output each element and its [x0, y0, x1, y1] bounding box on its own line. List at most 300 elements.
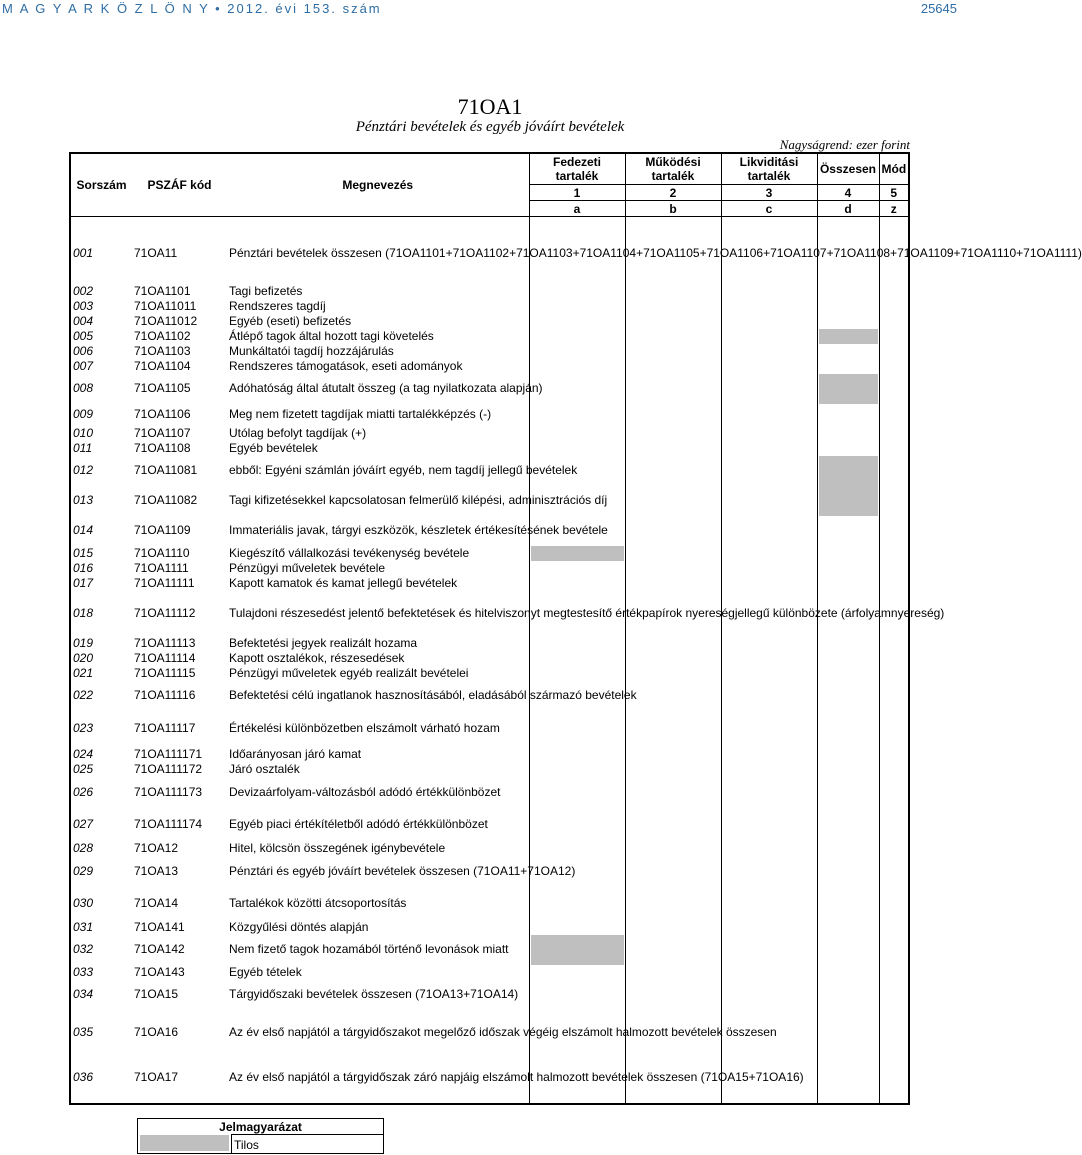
row-code: 71OA111174 — [134, 817, 203, 831]
value-cell[interactable] — [721, 590, 817, 635]
value-cell[interactable] — [625, 425, 721, 440]
table-row — [70, 328, 909, 343]
value-cell[interactable] — [625, 298, 721, 313]
value-cell[interactable] — [879, 223, 909, 283]
legend-label: Tilos — [234, 1138, 259, 1152]
value-cell[interactable] — [721, 403, 817, 425]
value-cell[interactable] — [879, 934, 909, 964]
value-cell[interactable] — [529, 590, 625, 635]
value-cell[interactable] — [625, 635, 721, 650]
value-cell[interactable] — [879, 358, 909, 373]
value-cell[interactable] — [817, 313, 879, 328]
value-cell[interactable] — [817, 650, 879, 665]
row-code: 71OA141 — [134, 919, 185, 934]
value-cell[interactable] — [879, 665, 909, 680]
value-cell[interactable] — [529, 403, 625, 425]
value-cell[interactable] — [879, 1054, 909, 1099]
value-cell[interactable] — [721, 964, 817, 979]
value-cell[interactable] — [817, 1054, 879, 1099]
value-cell[interactable] — [529, 855, 625, 887]
value-cell[interactable] — [817, 964, 879, 979]
row-name: Tartalékok közötti átcsoportosítás — [229, 896, 407, 910]
value-cell[interactable] — [817, 979, 879, 1009]
value-cell[interactable] — [721, 1054, 817, 1099]
row-number: 009 — [73, 407, 94, 421]
row-number: 001 — [73, 246, 94, 260]
value-cell[interactable] — [879, 680, 909, 710]
col-megnevezes: Megnevezés — [342, 178, 414, 192]
value-cell[interactable] — [879, 710, 909, 746]
value-cell[interactable] — [529, 560, 625, 575]
table-row — [70, 979, 909, 1009]
value-cell[interactable] — [817, 776, 879, 808]
row-code: 71OA1101 — [134, 283, 191, 298]
table-row — [70, 313, 909, 328]
value-cell[interactable] — [879, 515, 909, 545]
col-letter-a: a — [529, 201, 625, 217]
value-cell[interactable] — [721, 298, 817, 313]
table-row — [70, 665, 909, 680]
row-code: 71OA11011 — [134, 298, 197, 313]
table-row — [70, 808, 909, 840]
value-cell[interactable] — [529, 919, 625, 934]
value-cell[interactable] — [625, 1054, 721, 1099]
col-letter-d: d — [817, 201, 879, 217]
col-letter-c: c — [721, 201, 817, 217]
value-cell[interactable] — [625, 373, 721, 403]
value-cell[interactable] — [879, 840, 909, 855]
value-cell[interactable] — [721, 283, 817, 298]
value-cell[interactable] — [817, 515, 879, 545]
value-cell[interactable] — [625, 590, 721, 635]
value-cell[interactable] — [879, 283, 909, 298]
value-cell[interactable] — [817, 283, 879, 298]
value-cell[interactable] — [625, 650, 721, 665]
value-cell[interactable] — [879, 746, 909, 761]
value-cell[interactable] — [879, 560, 909, 575]
table-row — [70, 590, 909, 635]
value-cell[interactable] — [721, 328, 817, 343]
row-name: Befektetési jegyek realizált hozama — [229, 635, 418, 650]
value-cell[interactable] — [879, 328, 909, 343]
value-cell[interactable] — [817, 887, 879, 919]
value-cell[interactable] — [529, 776, 625, 808]
value-cell[interactable] — [817, 560, 879, 575]
value-cell[interactable] — [529, 746, 625, 761]
value-cell[interactable] — [625, 776, 721, 808]
value-cell[interactable] — [625, 855, 721, 887]
row-code: 71OA1111 — [134, 560, 189, 575]
value-cell[interactable] — [817, 746, 879, 761]
row-name: Meg nem fizetett tagdíjak miatti tartalékképzés (-) — [229, 407, 492, 421]
value-cell[interactable] — [529, 1009, 625, 1054]
value-cell[interactable] — [817, 440, 879, 455]
value-cell — [529, 934, 625, 964]
col-mod: Mód — [879, 153, 909, 185]
row-name: Utólag befolyt tagdíjak (+) — [229, 425, 367, 440]
col-likviditasi: Likviditási tartalék — [721, 153, 817, 185]
value-cell[interactable] — [625, 680, 721, 710]
table-row — [70, 761, 909, 776]
value-cell[interactable] — [879, 919, 909, 934]
row-number: 036 — [73, 1069, 94, 1084]
value-cell[interactable] — [625, 761, 721, 776]
value-cell[interactable] — [721, 373, 817, 403]
value-cell[interactable] — [817, 840, 879, 855]
row-code: 71OA11111 — [134, 575, 195, 590]
col-sorszam: Sorszám — [76, 178, 127, 192]
value-cell[interactable] — [817, 680, 879, 710]
value-cell[interactable] — [721, 485, 817, 515]
table-row — [70, 1009, 909, 1054]
table-row — [70, 1054, 909, 1099]
value-cell[interactable] — [625, 328, 721, 343]
value-cell[interactable] — [817, 223, 879, 283]
row-code: 71OA1108 — [134, 440, 191, 455]
value-cell[interactable] — [721, 545, 817, 560]
journal-title: M A G Y A R K Ö Z L Ö N Y • 2012. évi 153. szám — [2, 1, 382, 16]
value-cell[interactable] — [817, 665, 879, 680]
value-cell[interactable] — [625, 575, 721, 590]
value-cell[interactable] — [721, 680, 817, 710]
value-cell[interactable] — [817, 710, 879, 746]
row-name: Értékelési különbözetben elszámolt várható hozam — [229, 721, 500, 735]
row-code: 71OA11081 — [134, 463, 198, 477]
value-cell[interactable] — [529, 808, 625, 840]
row-code: 71OA111173 — [134, 785, 203, 799]
row-code: 71OA1104 — [134, 358, 191, 373]
value-cell[interactable] — [529, 328, 625, 343]
value-cell — [817, 373, 879, 403]
value-cell[interactable] — [625, 710, 721, 746]
row-code: 71OA11114 — [134, 650, 196, 665]
value-cell[interactable] — [721, 575, 817, 590]
value-cell[interactable] — [529, 440, 625, 455]
value-cell[interactable] — [625, 746, 721, 761]
col-num-3: 3 — [721, 185, 817, 201]
legend — [137, 1118, 384, 1154]
row-number: 016 — [73, 560, 94, 575]
value-cell[interactable] — [625, 223, 721, 283]
row-name: Közgyűlési döntés alapján — [229, 919, 369, 934]
table-row — [70, 373, 909, 403]
value-cell[interactable] — [529, 515, 625, 545]
row-number: 003 — [73, 298, 94, 313]
row-code: 71OA1109 — [134, 523, 191, 537]
row-number: 022 — [73, 688, 94, 702]
row-code: 71OA15 — [134, 987, 179, 1001]
row-name: ebből: Egyéni számlán jóváírt egyéb, nem tagdíj jellegű bevételek — [229, 463, 578, 477]
row-number: 035 — [73, 1024, 94, 1039]
value-cell[interactable] — [721, 313, 817, 328]
value-cell[interactable] — [817, 590, 879, 635]
row-number: 010 — [73, 425, 94, 440]
value-cell[interactable] — [879, 545, 909, 560]
value-cell[interactable] — [529, 283, 625, 298]
value-cell[interactable] — [879, 650, 909, 665]
row-number: 018 — [73, 605, 94, 620]
value-cell[interactable] — [817, 761, 879, 776]
value-cell[interactable] — [529, 665, 625, 680]
form-title: Pénztári bevételek és egyéb jóváírt bevételek — [355, 119, 625, 135]
value-cell[interactable] — [529, 358, 625, 373]
row-code: 71OA1110 — [134, 545, 190, 560]
value-cell[interactable] — [529, 313, 625, 328]
value-cell[interactable] — [625, 440, 721, 455]
row-number: 008 — [73, 381, 94, 395]
value-cell[interactable] — [721, 425, 817, 440]
row-number: 026 — [73, 785, 94, 799]
value-cell[interactable] — [529, 710, 625, 746]
table-row — [70, 485, 909, 515]
value-cell[interactable] — [721, 665, 817, 680]
value-cell[interactable] — [817, 545, 879, 560]
row-name: Kiegészítő vállalkozási tevékenység bevétele — [229, 545, 470, 560]
row-number: 023 — [73, 721, 94, 735]
row-name: Immateriális javak, tárgyi eszközök, készletek értékesítésének bevétele — [229, 523, 608, 537]
value-cell[interactable] — [625, 1009, 721, 1054]
value-cell[interactable] — [625, 455, 721, 485]
value-cell[interactable] — [879, 808, 909, 840]
value-cell[interactable] — [529, 761, 625, 776]
row-code: 71OA11082 — [134, 493, 198, 507]
value-cell[interactable] — [529, 964, 625, 979]
value-cell[interactable] — [879, 761, 909, 776]
table-row — [70, 840, 909, 855]
value-cell[interactable] — [721, 840, 817, 855]
row-name: Adóhatóság által átutalt összeg (a tag nyilatkozata alapján) — [229, 381, 543, 395]
value-cell[interactable] — [625, 358, 721, 373]
value-cell[interactable] — [529, 373, 625, 403]
value-cell[interactable] — [625, 919, 721, 934]
row-number: 004 — [73, 313, 94, 328]
row-name: Pénztári és egyéb jóváírt bevételek összesen (71OA11+71OA12) — [229, 864, 576, 878]
row-name: Egyéb (eseti) befizetés — [229, 313, 352, 328]
value-cell[interactable] — [721, 979, 817, 1009]
value-cell[interactable] — [721, 808, 817, 840]
row-name: Rendszeres támogatások, eseti adományok — [229, 358, 463, 373]
value-cell[interactable] — [817, 635, 879, 650]
row-name: Az év első napjától a tárgyidőszakot megelőző időszak végéig elszámolt halmozott bevételek összesen — [229, 1024, 777, 1039]
value-cell[interactable] — [721, 223, 817, 283]
row-name: Tárgyidőszaki bevételek összesen (71OA13+71OA14) — [229, 987, 519, 1001]
row-number: 002 — [73, 283, 94, 298]
table-row — [70, 680, 909, 710]
value-cell[interactable] — [625, 887, 721, 919]
value-cell[interactable] — [625, 964, 721, 979]
value-cell[interactable] — [879, 485, 909, 515]
value-cell[interactable] — [529, 650, 625, 665]
value-cell[interactable] — [721, 635, 817, 650]
table-row — [70, 358, 909, 373]
value-cell[interactable] — [879, 425, 909, 440]
table-row — [70, 283, 909, 298]
value-cell[interactable] — [879, 313, 909, 328]
value-cell[interactable] — [817, 575, 879, 590]
value-cell[interactable] — [625, 313, 721, 328]
table-row — [70, 776, 909, 808]
table-row — [70, 455, 909, 485]
value-cell[interactable] — [721, 855, 817, 887]
value-cell[interactable] — [625, 934, 721, 964]
row-number: 029 — [73, 864, 94, 878]
page-header — [0, 0, 960, 18]
value-cell[interactable] — [529, 223, 625, 283]
row-name: Rendszeres tagdíj — [229, 298, 326, 313]
value-cell[interactable] — [625, 665, 721, 680]
col-fedezeti: Fedezeti tartalék — [529, 153, 625, 185]
row-number: 006 — [73, 343, 94, 358]
value-cell[interactable] — [721, 515, 817, 545]
value-cell[interactable] — [625, 515, 721, 545]
row-number: 011 — [73, 440, 93, 455]
value-cell[interactable] — [625, 560, 721, 575]
row-name: Egyéb bevételek — [229, 440, 318, 455]
row-code: 71OA11117 — [134, 721, 196, 735]
value-cell[interactable] — [879, 440, 909, 455]
value-cell[interactable] — [721, 1009, 817, 1054]
row-code: 71OA1102 — [134, 328, 191, 343]
value-cell[interactable] — [879, 635, 909, 650]
value-cell[interactable] — [817, 855, 879, 887]
value-cell[interactable] — [817, 1009, 879, 1054]
value-cell[interactable] — [529, 298, 625, 313]
value-cell[interactable] — [529, 343, 625, 358]
row-name: Pénzügyi műveletek bevétele — [229, 560, 386, 575]
row-name: Devizaárfolyam-változásból adódó értékkülönbözet — [229, 785, 501, 799]
value-cell[interactable] — [529, 979, 625, 1009]
table-row — [70, 343, 909, 358]
table-row — [70, 887, 909, 919]
row-name: Egyéb tételek — [229, 964, 302, 979]
value-cell[interactable] — [625, 545, 721, 560]
value-cell[interactable] — [817, 919, 879, 934]
row-number: 007 — [73, 358, 94, 373]
value-cell[interactable] — [817, 343, 879, 358]
value-cell[interactable] — [879, 403, 909, 425]
value-cell[interactable] — [721, 934, 817, 964]
value-cell[interactable] — [721, 710, 817, 746]
row-code: 71OA16 — [134, 1024, 179, 1039]
value-cell[interactable] — [817, 808, 879, 840]
value-cell[interactable] — [721, 358, 817, 373]
value-cell[interactable] — [879, 298, 909, 313]
value-cell[interactable] — [721, 440, 817, 455]
value-cell[interactable] — [817, 358, 879, 373]
value-cell[interactable] — [529, 455, 625, 485]
value-cell[interactable] — [529, 485, 625, 515]
value-cell[interactable] — [625, 343, 721, 358]
value-cell[interactable] — [625, 979, 721, 1009]
row-number: 032 — [73, 942, 94, 956]
value-cell[interactable] — [625, 283, 721, 298]
value-cell[interactable] — [625, 403, 721, 425]
row-name: Tagi kifizetésekkel kapcsolatosan felmerülő kilépési, adminisztrációs díj — [229, 493, 608, 507]
value-cell[interactable] — [529, 680, 625, 710]
value-cell[interactable] — [529, 575, 625, 590]
col-letter-b: b — [625, 201, 721, 217]
value-cell[interactable] — [879, 855, 909, 887]
value-cell[interactable] — [879, 887, 909, 919]
col-letter-z: z — [879, 201, 909, 217]
row-name: Kapott osztalékok, részesedések — [229, 650, 405, 665]
value-cell[interactable] — [529, 840, 625, 855]
row-name: Egyéb piaci értékítéletből adódó értékkülönbözet — [229, 817, 488, 831]
col-mukodesi: Működési tartalék — [625, 153, 721, 185]
value-cell[interactable] — [625, 485, 721, 515]
value-cell[interactable] — [879, 964, 909, 979]
value-cell[interactable] — [879, 455, 909, 485]
scale-note: Nagyságrend: ezer forint — [779, 137, 910, 152]
row-name: Időarányosan járó kamat — [229, 746, 362, 761]
col-osszesen: Összesen — [817, 153, 879, 185]
table-row — [70, 635, 909, 650]
value-cell[interactable] — [721, 919, 817, 934]
value-cell[interactable] — [817, 298, 879, 313]
table-row — [70, 425, 909, 440]
value-cell[interactable] — [529, 425, 625, 440]
value-cell[interactable] — [721, 343, 817, 358]
value-cell[interactable] — [625, 808, 721, 840]
row-name: Járó osztalék — [229, 761, 300, 776]
value-cell[interactable] — [879, 776, 909, 808]
page-number: 25645 — [920, 1, 957, 16]
row-number: 027 — [73, 817, 94, 831]
value-cell[interactable] — [721, 776, 817, 808]
value-cell[interactable] — [721, 887, 817, 919]
value-cell[interactable] — [721, 761, 817, 776]
row-number: 019 — [73, 635, 94, 650]
row-number: 017 — [73, 575, 94, 590]
value-cell[interactable] — [721, 455, 817, 485]
value-cell[interactable] — [529, 635, 625, 650]
value-cell — [817, 328, 879, 343]
row-code: 71OA1107 — [134, 425, 191, 440]
value-cell[interactable] — [529, 887, 625, 919]
value-cell[interactable] — [879, 343, 909, 358]
row-code: 71OA143 — [134, 964, 185, 979]
table-row — [70, 223, 909, 283]
value-cell[interactable] — [879, 575, 909, 590]
table-row — [70, 440, 909, 455]
row-code: 71OA111171 — [134, 746, 203, 761]
value-cell[interactable] — [879, 590, 909, 635]
row-code: 71OA1103 — [134, 343, 191, 358]
value-cell[interactable] — [817, 425, 879, 440]
row-number: 021 — [73, 665, 94, 680]
value-cell[interactable] — [721, 560, 817, 575]
value-cell[interactable] — [879, 1009, 909, 1054]
value-cell[interactable] — [879, 979, 909, 1009]
value-cell[interactable] — [879, 373, 909, 403]
table-row — [70, 515, 909, 545]
value-cell[interactable] — [625, 840, 721, 855]
row-number: 020 — [73, 650, 94, 665]
value-cell[interactable] — [529, 1054, 625, 1099]
row-code: 71OA11 — [134, 246, 178, 260]
form-code: 71OA1 — [457, 94, 523, 119]
table-row — [70, 403, 909, 425]
table-row — [70, 964, 909, 979]
row-name: Tulajdoni részesedést jelentő befektetések és hitelviszonyt megtestesítő értékpapírok nyereségjellegű különbözete (árfolyamnyereség) — [229, 605, 945, 620]
table-row — [70, 919, 909, 934]
value-cell[interactable] — [817, 403, 879, 425]
col-num-4: 4 — [817, 185, 879, 201]
value-cell[interactable] — [721, 650, 817, 665]
value-cell[interactable] — [721, 746, 817, 761]
row-code: 71OA1105 — [134, 381, 191, 395]
value-cell[interactable] — [817, 934, 879, 964]
